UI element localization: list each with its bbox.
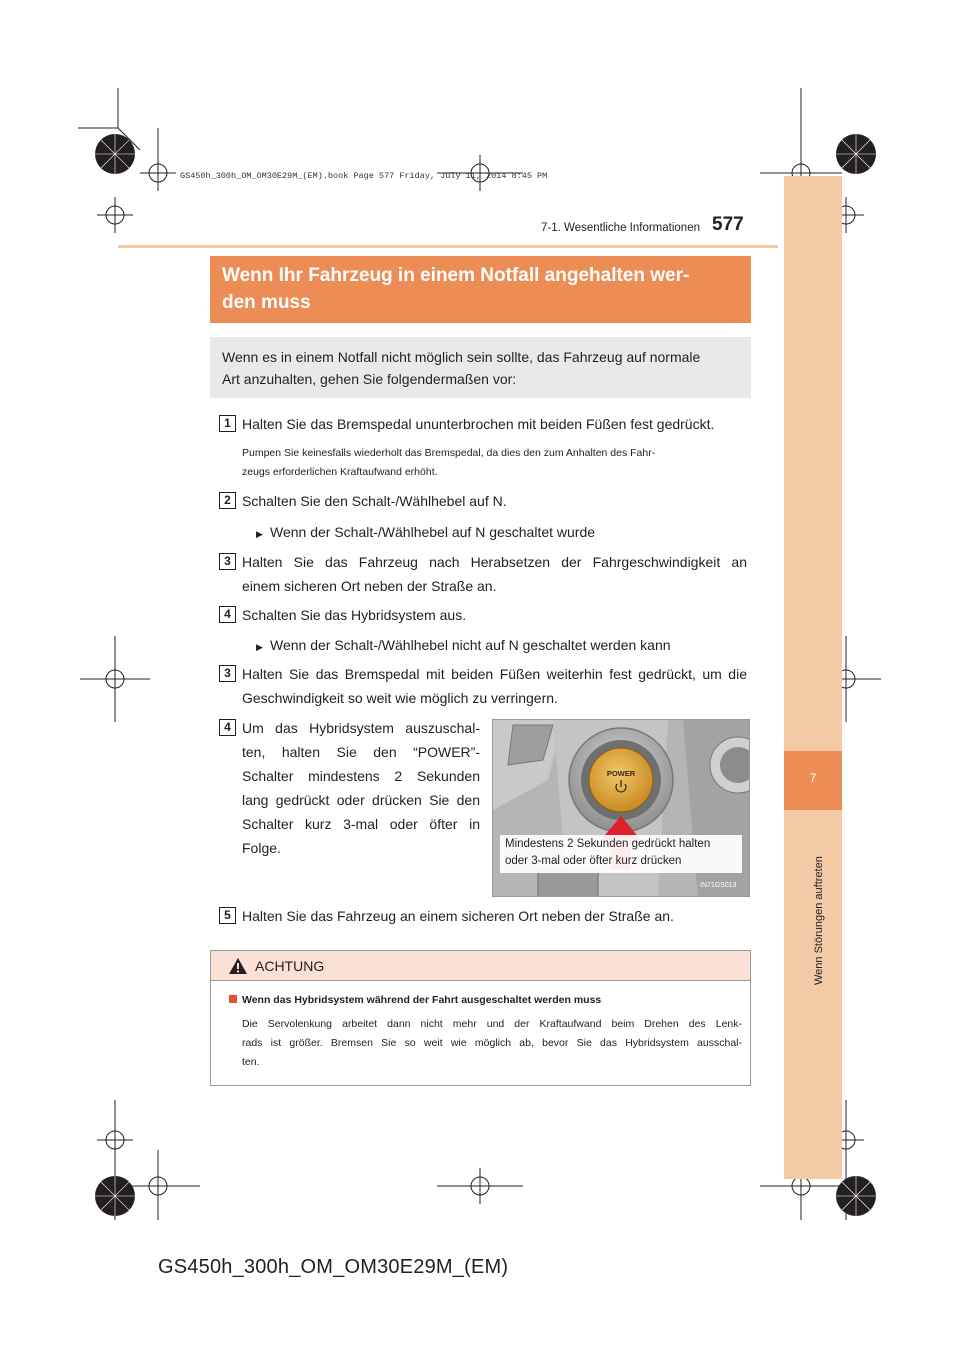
- note-line: zeugs erforderlichen Kraftaufwand erhöht.: [242, 466, 438, 478]
- warning-line: rads ist größer. Bremsen Sie so weit wie möglich ab, bevor Sie das Hybridsystem ausschal-: [242, 1037, 742, 1049]
- intro-box: [210, 337, 751, 398]
- step-text: [242, 662, 747, 710]
- footer-document-code: GS450h_300h_OM_OM30E29M_(EM): [158, 1256, 509, 1278]
- intro-line: Wenn es in einem Notfall nicht möglich sein sollte, das Fahrzeug auf normale: [222, 349, 701, 365]
- case-heading: [256, 520, 746, 546]
- chapter-number: 7: [784, 751, 842, 810]
- illustration-code: IN71GS013: [700, 882, 737, 889]
- page-title-line: Wenn Ihr Fahrzeug in einem Notfall angehalten wer-: [222, 265, 690, 286]
- warning-text: [242, 1015, 742, 1072]
- step-line: ten, halten Sie den “POWER”-: [242, 744, 480, 760]
- step-text: Halten Sie das Bremspedal ununterbrochen mit beiden Füßen fest gedrückt.: [242, 416, 715, 432]
- step-text: Schalten Sie den Schalt-/Wählhebel auf N.: [242, 493, 507, 509]
- square-bullet-icon: [229, 995, 237, 1003]
- step-line: Um das Hybridsystem auszuschal-: [242, 720, 480, 736]
- caption-line: Mindestens 2 Sekunden gedrückt halten: [505, 838, 711, 850]
- step-number: 4: [219, 719, 236, 736]
- chapter-title: Wenn Störungen auftreten: [813, 856, 825, 985]
- step-line: Folge.: [242, 840, 281, 856]
- step-number: 4: [219, 606, 236, 623]
- warning-title: ACHTUNG: [255, 958, 325, 974]
- warning-triangle-icon: [228, 957, 248, 975]
- case-heading-text: Wenn der Schalt-/Wählhebel auf N geschaltet wurde: [270, 524, 596, 540]
- book-info: GS450h_300h_OM_OM30E29M_(EM).book Page 577 Friday, July 11, 2014 8:45 PM: [180, 171, 548, 181]
- triangle-bullet-icon: ▶: [256, 642, 263, 652]
- warning-line: Die Servolenkung arbeitet dann nicht mehr und der Kraftaufwand beim Drehen des Lenk-: [242, 1018, 742, 1030]
- page-number: 577: [712, 214, 744, 235]
- step-number: 3: [219, 553, 236, 570]
- step-line: Halten Sie das Bremspedal mit beiden Füßen weiterhin fest gedrückt, um die: [242, 666, 747, 682]
- warning-subtitle: [229, 994, 601, 1006]
- page-title: [210, 256, 751, 323]
- warning-box: [210, 950, 751, 1086]
- step-line: Schalter mindestens 2 Sekunden: [242, 768, 480, 784]
- step-line: Schalter kurz 3-mal oder öfter in: [242, 816, 480, 832]
- step-number: 5: [219, 907, 236, 924]
- intro-line: Art anzuhalten, gehen Sie folgendermaßen vor:: [222, 371, 517, 387]
- step-text: Schalten Sie das Hybridsystem aus.: [242, 607, 467, 623]
- step-text: [242, 716, 480, 860]
- step-text: [242, 550, 747, 598]
- section-title: 7-1. Wesentliche Informationen: [541, 222, 700, 234]
- step-text: Halten Sie das Fahrzeug an einem sicheren Ort neben der Straße an.: [242, 908, 674, 924]
- note-line: Pumpen Sie keinesfalls wiederholt das Bremspedal, da dies den zum Anhalten des Fahr-: [242, 447, 656, 459]
- step-number: 1: [219, 415, 236, 432]
- step-line: einem sicheren Ort neben der Straße an.: [242, 578, 497, 594]
- illustration-caption: [500, 835, 742, 873]
- power-button-label: POWER: [606, 769, 636, 778]
- warning-header: [211, 951, 750, 981]
- chapter-side-tab: [784, 176, 842, 1179]
- warning-subtitle-text: Wenn das Hybridsystem während der Fahrt ausgeschaltet werden muss: [242, 994, 602, 1006]
- step-line: Geschwindigkeit so weit wie möglich zu verringern.: [242, 690, 558, 706]
- case-heading: [256, 633, 746, 659]
- step-line: lang gedrückt oder drücken Sie den: [242, 792, 480, 808]
- step-number: 2: [219, 492, 236, 509]
- step-number: 3: [219, 665, 236, 682]
- page-title-line: den muss: [222, 292, 311, 313]
- step-note: [242, 444, 747, 482]
- step-line: Halten Sie das Fahrzeug nach Herabsetzen der Fahrgeschwindigkeit an: [242, 554, 747, 570]
- case-heading-text: Wenn der Schalt-/Wählhebel nicht auf N geschaltet werden kann: [270, 637, 671, 653]
- header-rule: [118, 245, 778, 248]
- triangle-bullet-icon: ▶: [256, 529, 263, 539]
- caption-line: oder 3-mal oder öfter kurz drücken: [505, 855, 682, 867]
- warning-line: ten.: [242, 1056, 260, 1068]
